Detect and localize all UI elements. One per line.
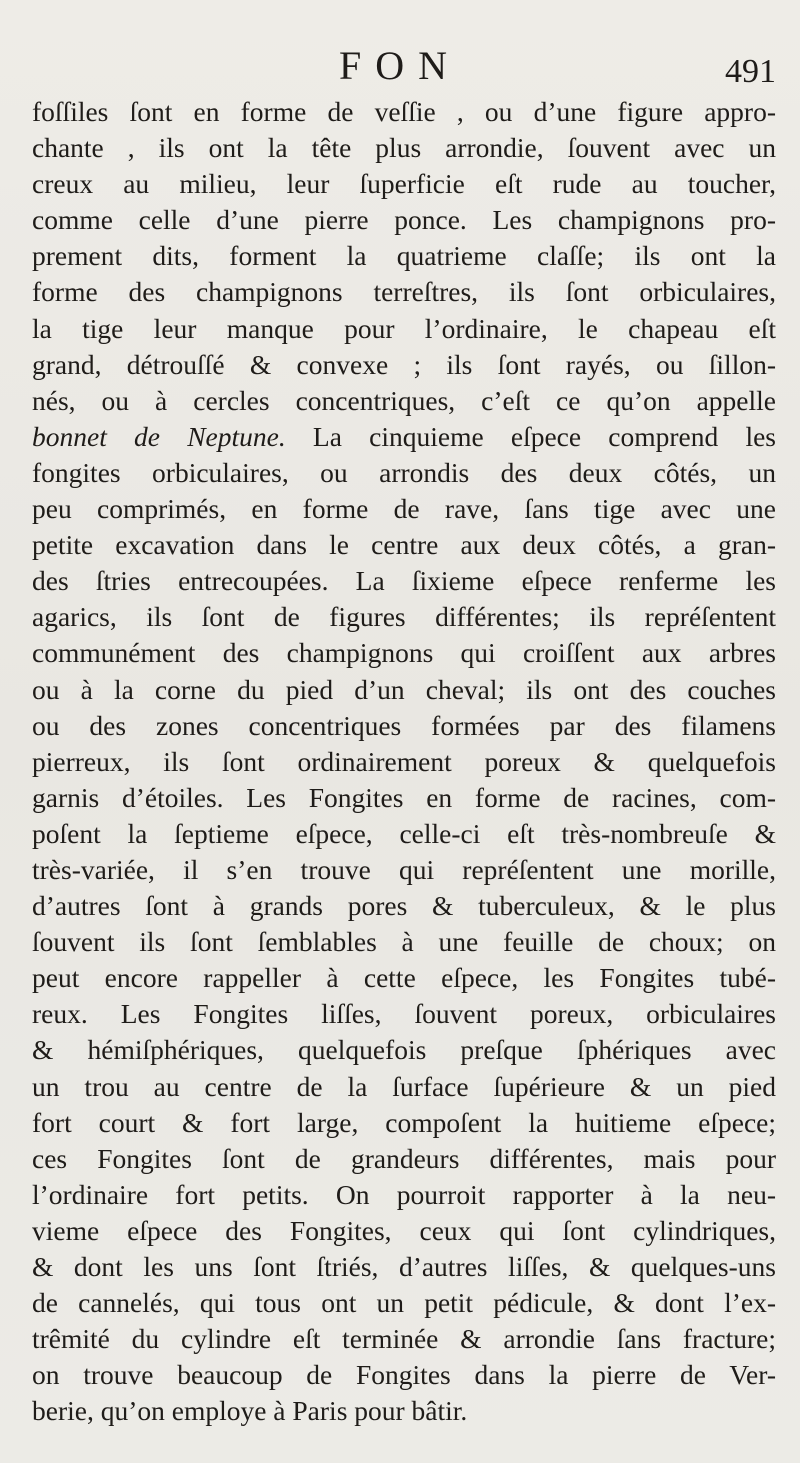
text-line: ou des zones concentriques formées par des filamens	[32, 709, 776, 741]
text-line: bonnet de Neptune. La cinquieme eſpece comprend les	[32, 420, 777, 452]
text-line: l’ordinaire fort petits. On pourroit rapporter à la neu-	[32, 1178, 776, 1210]
text-line: creux au milieu, leur ſuperficie eſt rude au toucher,	[32, 168, 776, 200]
text-line: peu comprimés, en forme de rave, ſans tige avec une	[32, 493, 776, 525]
body-text	[32, 94, 776, 1429]
page-header	[0, 40, 800, 92]
text-line: d’autres ſont à grands pores & tuberculeux, & le plus	[32, 890, 776, 922]
text-line: nés, ou à cercles concentriques, c’eſt ce qu’on appelle	[32, 384, 776, 416]
text-line: ou à la corne du pied d’un cheval; ils ont des couches	[32, 673, 776, 705]
italic-term: bonnet de Neptune.	[32, 420, 286, 452]
text-line: pierreux, ils ſont ordinairement poreux & quelquefois	[32, 745, 776, 777]
page-number: 491	[725, 53, 776, 90]
text-line: prement dits, forment la quatrieme claſſe; ils ont la	[32, 240, 776, 272]
text-line: reux. Les Fongites liſſes, ſouvent poreux, orbiculaires	[32, 998, 776, 1030]
text-line: foſſiles ſont en forme de veſſie , ou d’une figure appro-	[32, 96, 776, 127]
text-line: fort court & fort large, compoſent la huitieme eſpece;	[32, 1106, 776, 1138]
text-line: & hémiſphériques, quelquefois preſque ſphériques avec	[32, 1034, 776, 1066]
text-line: forme des champignons terreſtres, ils ſont orbiculaires,	[32, 276, 776, 308]
text-line: un trou au centre de la ſurface ſupérieure & un pied	[32, 1070, 776, 1102]
text-line: très-variée, il s’en trouve qui repréſentent une morille,	[32, 853, 776, 885]
text-line: trêmité du cylindre eſt terminée & arrondie ſans fracture;	[32, 1323, 776, 1355]
text-line: agarics, ils ſont de figures différentes; ils repréſentent	[32, 601, 776, 633]
text-line: chante , ils ont la tête plus arrondie, ſouvent avec un	[32, 132, 776, 164]
text-line: fongites orbiculaires, ou arrondis des deux côtés, un	[32, 456, 776, 488]
text-line: des ſtries entrecoupées. La ſixieme eſpece renferme les	[32, 565, 776, 597]
text-line: communément des champignons qui croiſſent aux arbres	[32, 637, 776, 669]
text-line: poſent la ſeptieme eſpece, celle-ci eſt très-nombreuſe &	[32, 817, 776, 849]
text-line: de cannelés, qui tous ont un petit pédicule, & dont l’ex-	[32, 1287, 776, 1319]
text-line: berie, qu’on employe à Paris pour bâtir.	[32, 1395, 468, 1427]
text-line: peut encore rappeller à cette eſpece, les Fongites tubé-	[32, 962, 776, 994]
text-line: grand, détrouſſé & convexe ; ils ſont rayés, ou ſillon-	[32, 348, 776, 380]
text-line: ſouvent ils ſont ſemblables à une feuille de choux; on	[32, 926, 776, 958]
text-line: & dont les uns ſont ſtriés, d’autres liſſes, & quelques-uns	[32, 1251, 776, 1282]
text-line: on trouve beaucoup de Fongites dans la pierre de Ver-	[32, 1359, 776, 1391]
text-line: petite excavation dans le centre aux deux côtés, a gran-	[32, 529, 776, 561]
running-head: FON	[338, 43, 462, 88]
text-line: la tige leur manque pour l’ordinaire, le chapeau eſt	[32, 312, 776, 344]
text-line: ces Fongites ſont de grandeurs différentes, mais pour	[32, 1142, 776, 1174]
text-line: comme celle d’une pierre ponce. Les champignons pro-	[32, 204, 776, 236]
text-line: garnis d’étoiles. Les Fongites en forme de racines, com-	[32, 781, 776, 813]
text-line: vieme eſpece des Fongites, ceux qui ſont cylindriques,	[32, 1214, 776, 1246]
